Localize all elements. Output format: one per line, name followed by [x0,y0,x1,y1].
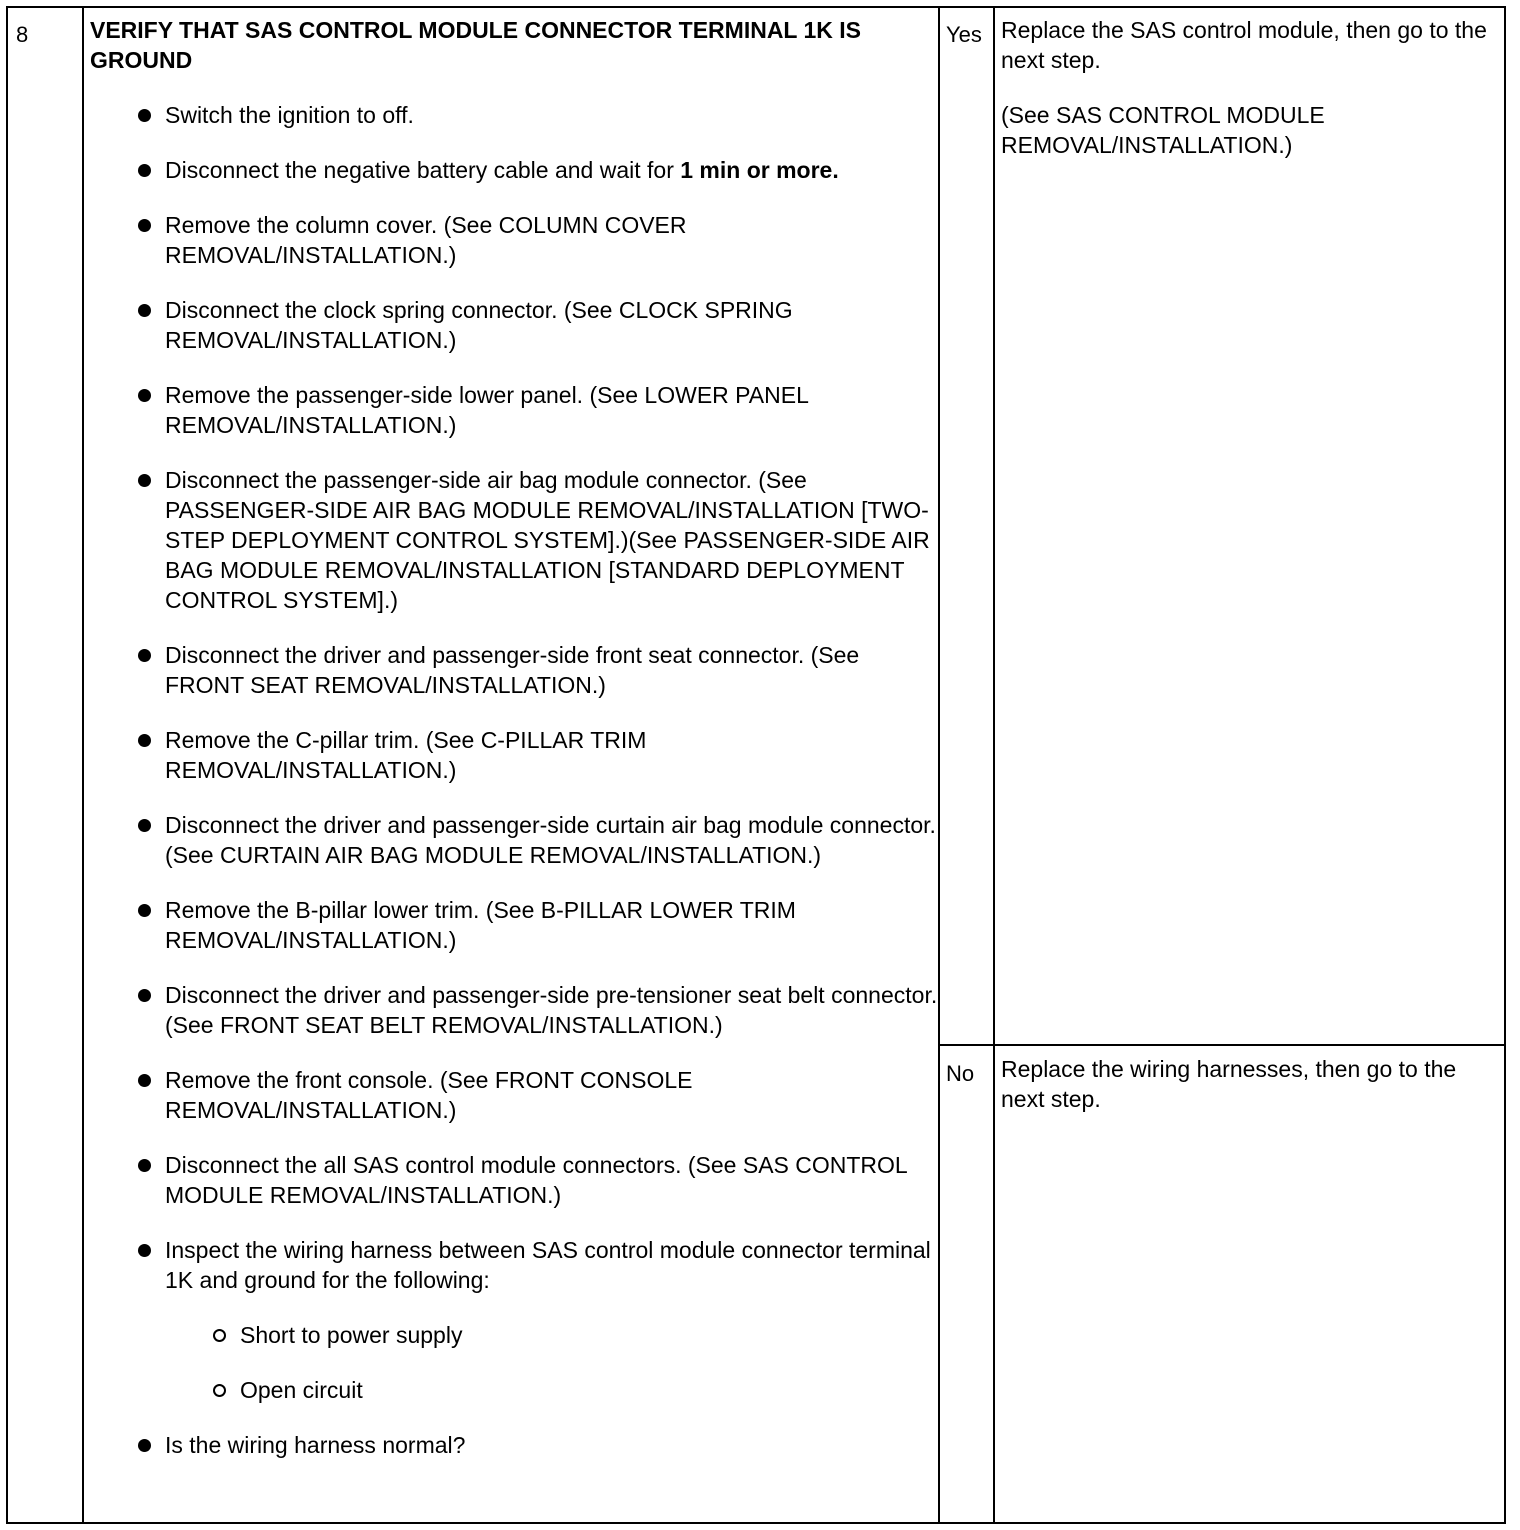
bullet-icon [138,164,151,177]
bullet-icon [138,904,151,917]
sub-list-item: Open circuit [90,1375,940,1405]
result-row-divider [938,1044,1504,1046]
list-item: Inspect the wiring harness between SAS control module connector terminal 1K and ground for the following: [90,1235,940,1295]
step-heading: VERIFY THAT SAS CONTROL MODULE CONNECTOR TERMINAL 1K IS GROUND [90,17,861,73]
list-item: Disconnect the all SAS control module connectors. (See SAS CONTROL MODULE REMOVAL/INSTALLATION.) [90,1150,940,1210]
list-item: Remove the passenger-side lower panel. (See LOWER PANEL REMOVAL/INSTALLATION.) [90,380,940,440]
list-item: Switch the ignition to off. [90,100,940,130]
sub-list-item: Short to power supply [90,1320,940,1350]
bullet-icon [138,109,151,122]
yes-reference: (See SAS CONTROL MODULE REMOVAL/INSTALLATION.) [1001,102,1325,158]
list-item: Disconnect the negative battery cable and wait for 1 min or more. [90,155,940,185]
list-item: Disconnect the driver and passenger-side curtain air bag module connector. (See CURTAIN AIR BAG MODULE REMOVAL/INSTALLATION.) [90,810,940,870]
bullet-icon [138,474,151,487]
step-number: 8 [16,22,29,47]
bullet-icon [138,989,151,1002]
list-item: Disconnect the passenger-side air bag module connector. (See PASSENGER-SIDE AIR BAG MODULE REMOVAL/INSTALLATION [TWO-STEP DEPLOYMENT CONTROL SYSTEM].)(See PASSENGER-SIDE AIR BAG MODULE REMOVAL/INSTALLATION [STANDARD DEPLOYMENT CONTROL SYSTEM].) [90,465,940,615]
no-action: Replace the wiring harnesses, then go to the next step. [1001,1056,1457,1112]
list-item: Remove the B-pillar lower trim. (See B-PILLAR LOWER TRIM REMOVAL/INSTALLATION.) [90,895,940,955]
list-item: Remove the column cover. (See COLUMN COVER REMOVAL/INSTALLATION.) [90,210,940,270]
bullet-icon [138,304,151,317]
bullet-icon [138,734,151,747]
list-item: Disconnect the clock spring connector. (See CLOCK SPRING REMOVAL/INSTALLATION.) [90,295,940,355]
inspection-steps [90,100,940,1485]
yes-action: Replace the SAS control module, then go to the next step. [1001,17,1487,73]
bullet-icon [138,1074,151,1087]
yes-label: Yes [946,22,982,47]
bullet-icon [138,1159,151,1172]
list-item: Disconnect the driver and passenger-side front seat connector. (See FRONT SEAT REMOVAL/INSTALLATION.) [90,640,940,700]
column-divider-3 [993,8,995,1522]
bullet-icon [138,649,151,662]
circle-bullet-icon [213,1384,226,1397]
no-label: No [946,1061,975,1086]
list-item: Is the wiring harness normal? [90,1430,940,1460]
bullet-icon [138,1439,151,1452]
list-item: Disconnect the driver and passenger-side pre-tensioner seat belt connector. (See FRONT SEAT BELT REMOVAL/INSTALLATION.) [90,980,940,1040]
bullet-icon [138,819,151,832]
procedure-table [6,6,1506,1524]
bullet-icon [138,389,151,402]
list-item: Remove the front console. (See FRONT CONSOLE REMOVAL/INSTALLATION.) [90,1065,940,1125]
circle-bullet-icon [213,1329,226,1342]
no-result [1001,1054,1501,1139]
bullet-icon [138,1244,151,1257]
list-item: Remove the C-pillar trim. (See C-PILLAR TRIM REMOVAL/INSTALLATION.) [90,725,940,785]
column-divider-1 [82,8,84,1522]
bullet-icon [138,219,151,232]
yes-result [1001,15,1501,185]
